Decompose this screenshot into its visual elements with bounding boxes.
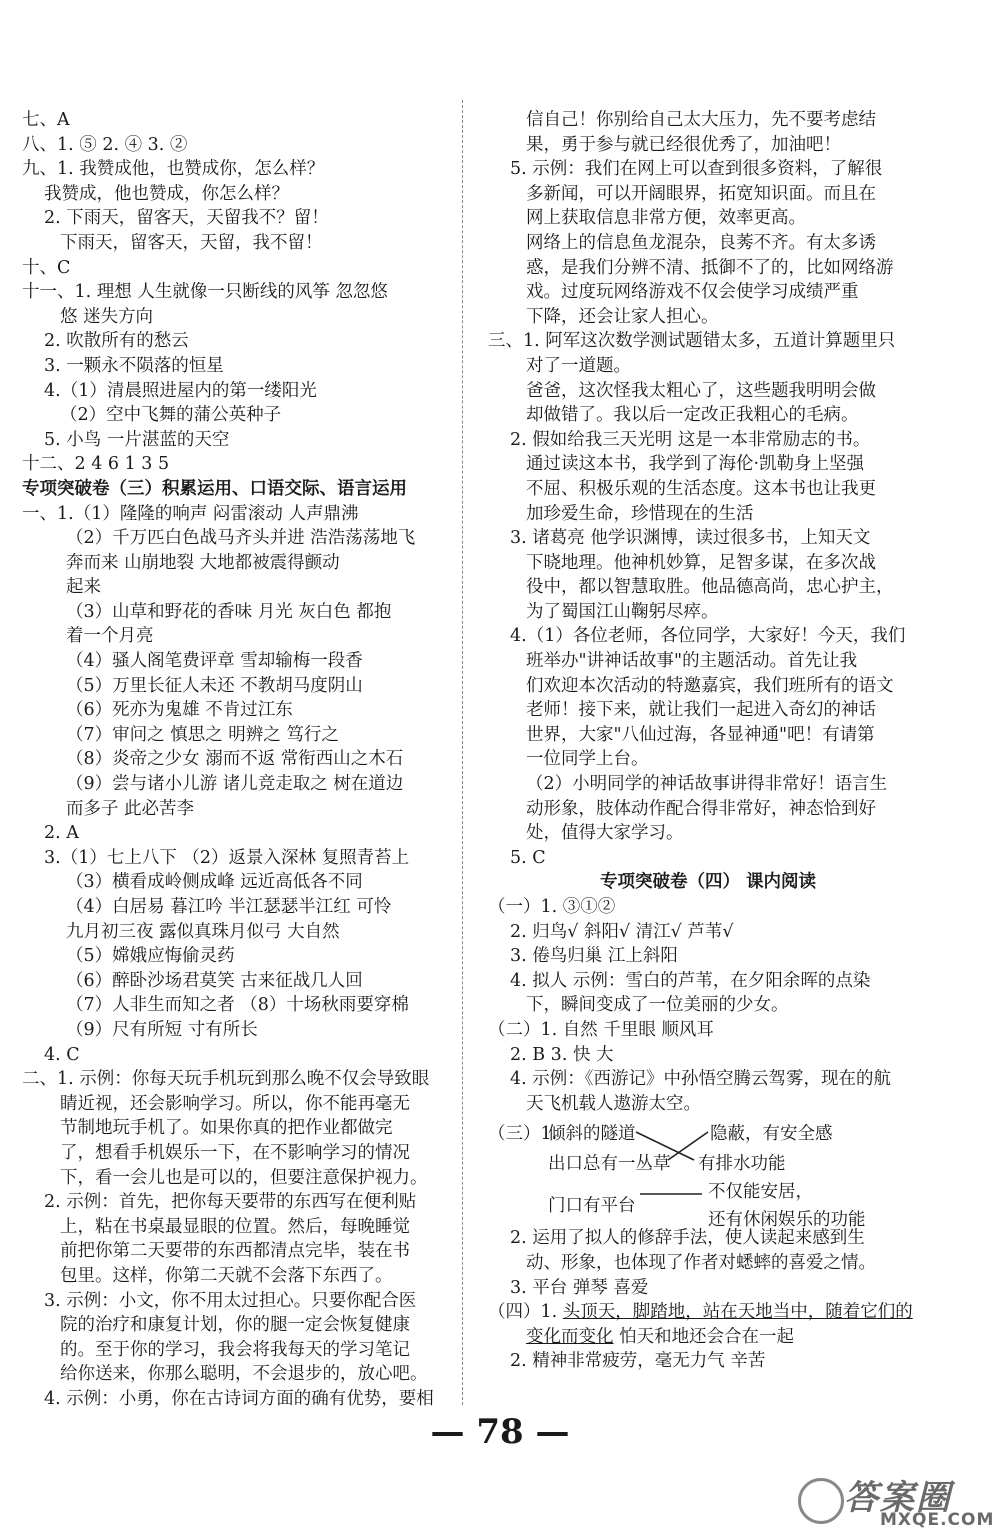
answer-line: （4）白居易 暮江吟 半江瑟瑟半江红 可怜 xyxy=(66,897,392,917)
answer-line: 5. 示例：我们在网上可以查到很多资料，了解很 xyxy=(510,159,883,180)
matching-label: （三）1. xyxy=(488,1124,558,1145)
answer-line: 们欢迎本次活动的特邀嘉宾，我们班所有的语文 xyxy=(526,675,894,696)
answer-line: 5. C xyxy=(510,847,546,868)
sec4-item1 xyxy=(488,1300,928,1325)
match-left-1: 倾斜的隧道 xyxy=(548,1124,636,1145)
sec4-underline-2: 变化而变化 xyxy=(526,1326,614,1347)
answer-line: （3）山草和野花的香味 月光 灰白色 都抱 xyxy=(66,601,392,622)
answer-line: 下，看一会儿也是可以的，但要注意保护视力。 xyxy=(60,1167,428,1188)
answer-line: 4. 示例：小勇，你在古诗词方面的确有优势，要相 xyxy=(44,1388,434,1409)
answer-line: 一、1.（1）隆隆的响声 闷雷滚动 人声鼎沸 xyxy=(22,503,359,524)
answer-line: 一位同学上台。 xyxy=(526,749,649,770)
answer-line: 处，值得大家学习。 xyxy=(526,823,684,844)
answer-line: （3）横看成岭侧成峰 远近高低各不同 xyxy=(66,872,363,893)
answer-line: 老师！接下来，就让我们一起进入奇幻的神话 xyxy=(526,700,876,721)
right-bottom-block xyxy=(488,1226,928,1300)
answer-line: 十一、1. 理想 人生就像一只断线的风筝 忽忽悠 xyxy=(22,282,388,303)
match-right-2: 有排水功能 xyxy=(698,1154,786,1175)
answer-line: 5. 小鸟 一片湛蓝的天空 xyxy=(44,429,230,450)
answer-line: 上，粘在书桌最显眼的位置。然后，每晚睡觉 xyxy=(60,1216,410,1237)
answer-line: 2. 吹散所有的愁云 xyxy=(44,331,189,352)
answer-line: 果，勇于参与就已经很优秀了，加油吧！ xyxy=(526,134,841,155)
answer-line: 2. 下雨天，留客天，天留我不？留！ xyxy=(44,208,329,229)
sec4-prefix: （四）1. xyxy=(488,1302,563,1323)
answer-line: 十二、2 4 6 1 3 5 xyxy=(22,454,170,475)
answer-line: 通过读这本书，我学到了海伦·凯勒身上坚强 xyxy=(526,454,865,475)
answer-line: 信自己！你别给自己太大压力，先不要考虑结 xyxy=(526,110,876,130)
answer-line: （5）嫦娥应悔偷灵药 xyxy=(66,946,235,967)
answer-line: 的。至于你的学习，我会将我每天的学习笔记 xyxy=(60,1339,410,1360)
answer-line: 院的治疗和康复计划，你的腿一定会恢复健康 xyxy=(60,1315,410,1336)
left-column xyxy=(22,108,442,1411)
answer-line: 对了一道题。 xyxy=(526,355,631,376)
watermark-domain: MXQE.COM xyxy=(880,1510,995,1530)
watermark-text: 答案圈 xyxy=(844,1478,952,1518)
answer-line: 起来 xyxy=(66,577,101,598)
watermark-logo xyxy=(794,1470,995,1534)
answer-line: （4）骚人阁笔费评章 雪却输梅一段香 xyxy=(66,651,363,672)
answer-line: 七、A xyxy=(22,110,70,130)
answer-line: 动形象，肢体动作配合得非常好，神态恰到好 xyxy=(526,798,876,819)
answer-line: 专项突破卷（四） 课内阅读 xyxy=(599,872,817,893)
answer-line: 前把你第二天要带的东西都清点完毕，装在书 xyxy=(60,1241,410,1262)
answer-line: 4.（1）清晨照进屋内的第一缕阳光 xyxy=(44,380,317,401)
sec4-item2: 2. 精神非常疲劳，毫无力气 辛苦 xyxy=(510,1351,766,1372)
answer-line: 2. B 3. 快 大 xyxy=(510,1044,614,1065)
answer-line: 天飞机载人遨游太空。 xyxy=(526,1093,701,1114)
answer-line: （6）醉卧沙场君莫笑 古来征战几人回 xyxy=(66,970,363,991)
answer-line: 为了蜀国江山鞠躬尽瘁。 xyxy=(526,601,719,622)
matching-exercise xyxy=(488,1116,928,1231)
sec4-rest: 怕天和地还会合在一起 xyxy=(613,1326,795,1347)
answer-line: 网络上的信息鱼龙混杂，良莠不齐。有太多诱 xyxy=(526,232,876,253)
answer-line: 爸爸，这次怪我太粗心了，这些题我明明会做 xyxy=(526,380,876,401)
answer-line: 役中，都以智慧取胜。他品德高尚，忠心护主， xyxy=(526,577,894,598)
match-right-1: 隐蔽，有安全感 xyxy=(710,1124,833,1145)
answer-line: 专项突破卷（三）积累运用、口语交际、语言运用 xyxy=(22,478,407,499)
page-number: — 78 — xyxy=(430,1412,570,1452)
answer-line: 戏。过度玩网络游戏不仅会使学习成绩严重 xyxy=(526,282,859,303)
watermark-circle-icon xyxy=(798,1478,844,1524)
answer-line: 多新闻，可以开阔眼界，拓宽知识面。而且在 xyxy=(526,183,876,204)
answer-line: 下雨天，留客天，天留，我不留！ xyxy=(60,232,323,253)
answer-line: 4.（1）各位老师，各位同学，大家好！今天，我们 xyxy=(510,626,906,647)
answer-line: 加珍爱生命，珍惜现在的生活 xyxy=(526,503,754,524)
answer-line: 下降，还会让家人担心。 xyxy=(526,306,719,327)
answer-line: 世界，大家"八仙过海，各显神通"吧！有请第 xyxy=(526,724,875,745)
match-right-3: 不仅能安居， xyxy=(708,1182,813,1203)
answer-line: 班举办"讲神话故事"的主题活动。首先让我 xyxy=(526,651,858,672)
answer-line: 给你送来，你那么聪明，不会退步的，放心吧。 xyxy=(60,1364,428,1385)
answer-line: 3. 倦鸟归巢 江上斜阳 xyxy=(510,946,678,967)
answer-line: （6）死亦为鬼雄 不肯过江东 xyxy=(66,700,293,721)
sec4-underline-1: 头顶天，脚踏地，站在天地当中，随着它们的 xyxy=(562,1302,913,1323)
answer-line: 下晓地理。他神机妙算，足智多谋，在多次战 xyxy=(526,552,876,573)
answer-line: 睛近视，还会影响学习。所以，你不能再毫无 xyxy=(60,1093,410,1114)
answer-line: 九、1. 我赞成他，也赞成你，怎么样？ xyxy=(22,159,325,180)
answer-line: 着一个月亮 xyxy=(66,626,154,647)
answer-line: 2. A xyxy=(44,823,79,844)
answer-line: 九月初三夜 露似真珠月似弓 大自然 xyxy=(66,921,340,942)
answer-line: （二）1. 自然 千里眼 顺风耳 xyxy=(488,1019,714,1040)
answer-line: 节制地玩手机了。如果你真的把作业都做完 xyxy=(60,1118,393,1139)
answer-line: 2. 示例：首先，把你每天要带的东西写在便利贴 xyxy=(44,1192,417,1213)
answer-line: （一）1. ③①② xyxy=(488,897,616,917)
answer-line: （9）尺有所短 寸有所长 xyxy=(66,1019,258,1040)
answer-line: 4. 拟人 示例：雪白的芦苇，在夕阳余晖的点染 xyxy=(510,970,871,991)
matching-lines xyxy=(488,1116,928,1226)
answer-line: 八、1. ⑤ 2. ④ 3. ② xyxy=(22,134,188,155)
answer-line: 2. 假如给我三天光明 这是一本非常励志的书。 xyxy=(510,429,871,450)
column-divider xyxy=(462,100,463,1405)
answer-line: 十、C xyxy=(22,257,71,278)
answer-line: 2. 归鸟√ 斜阳√ 清江√ 芦苇√ xyxy=(510,921,734,942)
answer-line: 包里。这样，你第二天就不会落下东西了。 xyxy=(60,1265,393,1286)
answer-line: （7）审问之 慎思之 明辨之 笃行之 xyxy=(66,724,339,745)
answer-line: （5）万里长征人未还 不教胡马度阴山 xyxy=(66,675,363,696)
answer-line: 3. 一颗永不陨落的恒星 xyxy=(44,355,224,376)
answer-line: 三、1. 阿军这次数学测试题错太多，五道计算题里只 xyxy=(488,331,896,352)
answer-line: 3. 诸葛亮 他学识渊博，读过很多书，上知天文 xyxy=(510,528,871,549)
answer-line: 而多子 此必苦李 xyxy=(66,798,195,819)
match-right-4: 还有休闲娱乐的功能 xyxy=(708,1210,866,1231)
match-left-3: 门口有平台 xyxy=(548,1196,636,1217)
answer-line: 我赞成，他也赞成，你怎么样？ xyxy=(44,183,289,204)
answer-line: 奔而来 山崩地裂 大地都被震得颤动 xyxy=(66,552,340,573)
answer-line: （8）炎帝之少女 溺而不返 常衔西山之木石 xyxy=(66,749,404,770)
answer-line: 惑，是我们分辨不清、抵御不了的，比如网络游 xyxy=(526,257,894,278)
sec4-item1-cont xyxy=(488,1325,928,1350)
answer-line: （7）人非生而知之者 （8）十场秋雨要穿棉 xyxy=(66,995,409,1016)
answer-line: 却做错了。我以后一定改正我粗心的毛病。 xyxy=(526,405,859,426)
answer-line: 下，瞬间变成了一位美丽的少女。 xyxy=(526,995,789,1016)
answer-line: 动、形象，也体现了作者对蟋蟀的喜爱之情。 xyxy=(526,1252,876,1273)
answer-line: 了，想看手机娱乐一下，在不影响学习的情况 xyxy=(60,1142,410,1163)
answer-line: 悠 迷失方向 xyxy=(60,306,154,327)
right-column xyxy=(488,108,928,1374)
answer-line: 3. 示例：小文，你不用太过担心。只要你配合医 xyxy=(44,1290,417,1311)
answer-line: 4. C xyxy=(44,1044,80,1065)
answer-line: 4. 示例：《西游记》中孙悟空腾云驾雾，现在的航 xyxy=(510,1069,892,1090)
right-top-block xyxy=(488,108,928,1116)
match-left-2: 出口总有一丛草 xyxy=(548,1154,671,1175)
answer-line: 二、1. 示例：你每天玩手机玩到那么晚不仅会导致眼 xyxy=(22,1069,430,1090)
answer-line: （2）小明同学的神话故事讲得非常好！语言生 xyxy=(526,774,888,795)
answer-line: 3.（1）七上八下 （2）返景入深林 复照青苔上 xyxy=(44,847,410,868)
answer-line: 2. 运用了拟人的修辞手法，使人读起来感到生 xyxy=(510,1228,865,1249)
answer-line: （2）空中飞舞的蒲公英种子 xyxy=(60,405,282,426)
answer-line: （9）尝与诸小儿游 诸儿竞走取之 树在道边 xyxy=(66,774,404,795)
answer-line: 3. 平台 弹琴 喜爱 xyxy=(510,1277,649,1298)
answer-line: 网上获取信息非常方便，效率更高。 xyxy=(526,208,806,229)
answer-line: （2）千万匹白色战马齐头并进 浩浩荡荡地飞 xyxy=(66,528,416,549)
answer-line: 不屈、积极乐观的生活态度。这本书也让我更 xyxy=(526,478,876,499)
